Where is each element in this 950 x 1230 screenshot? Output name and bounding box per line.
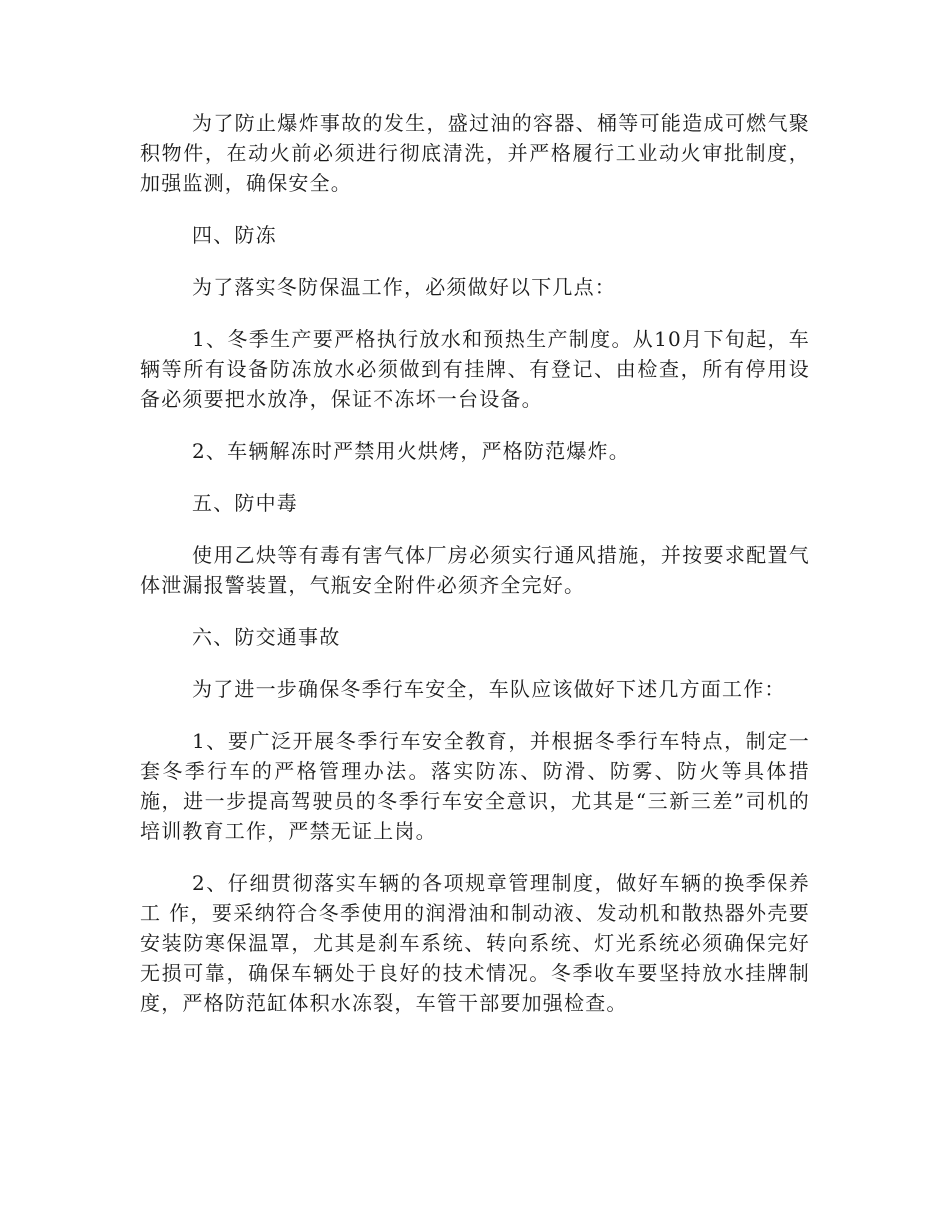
section-heading-traffic: 六、防交通事故 — [192, 625, 341, 649]
paragraph-traffic-intro: 为了进一步确保冬季行车安全，车队应该做好下述几方面工作： — [192, 677, 786, 701]
paragraph-explosion-prevention: 为了防止爆炸事故的发生，盛过油的容器、桶等可能造成可燃气聚积物件，在动火前必须进行彻底清洗，并严格履行工业动火审批制度，加强监测，确保安全。 — [140, 111, 810, 195]
section-heading-poisoning: 五、防中毒 — [192, 491, 298, 515]
paragraph-traffic-item-2: 2、仔细贯彻落实车辆的各项规章管理制度，做好车辆的换季保养工 作，要采纳符合冬季使用的润滑油和制动液、发动机和散热器外壳要安装防寒保温罩，尤其是刹车系统、转向系统、灯光系统必须确保完好无损可靠，确保车辆处于良好的技术情况。冬季收车要坚持放水挂牌制度，严格防范缸体积水冻裂，车管干部要加强检查。 — [140, 871, 810, 1015]
section-heading-frost: 四、防冻 — [192, 223, 277, 247]
paragraph-poisoning: 使用乙炔等有毒有害气体厂房必须实行通风措施，并按要求配置气体泄漏报警装置，气瓶安全附件必须齐全完好。 — [140, 543, 810, 597]
paragraph-traffic-item-1: 1、要广泛开展冬季行车安全教育，并根据冬季行车特点，制定一套冬季行车的严格管理办法。落实防冻、防滑、防雾、防火等具体措施，进一步提高驾驶员的冬季行车安全意识，尤其是“三新三差”司机的培训教育工作，严禁无证上岗。 — [140, 729, 810, 843]
paragraph-frost-intro: 为了落实冬防保温工作，必须做好以下几点： — [192, 275, 616, 299]
paragraph-frost-item-2: 2、车辆解冻时严禁用火烘烤，严格防范爆炸。 — [192, 439, 630, 463]
paragraph-frost-item-1: 1、冬季生产要严格执行放水和预热生产制度。从10月下旬起，车辆等所有设备防冻放水必须做到有挂牌、有登记、由检查，所有停用设备必须要把水放净，保证不冻坏一台设备。 — [140, 327, 810, 411]
